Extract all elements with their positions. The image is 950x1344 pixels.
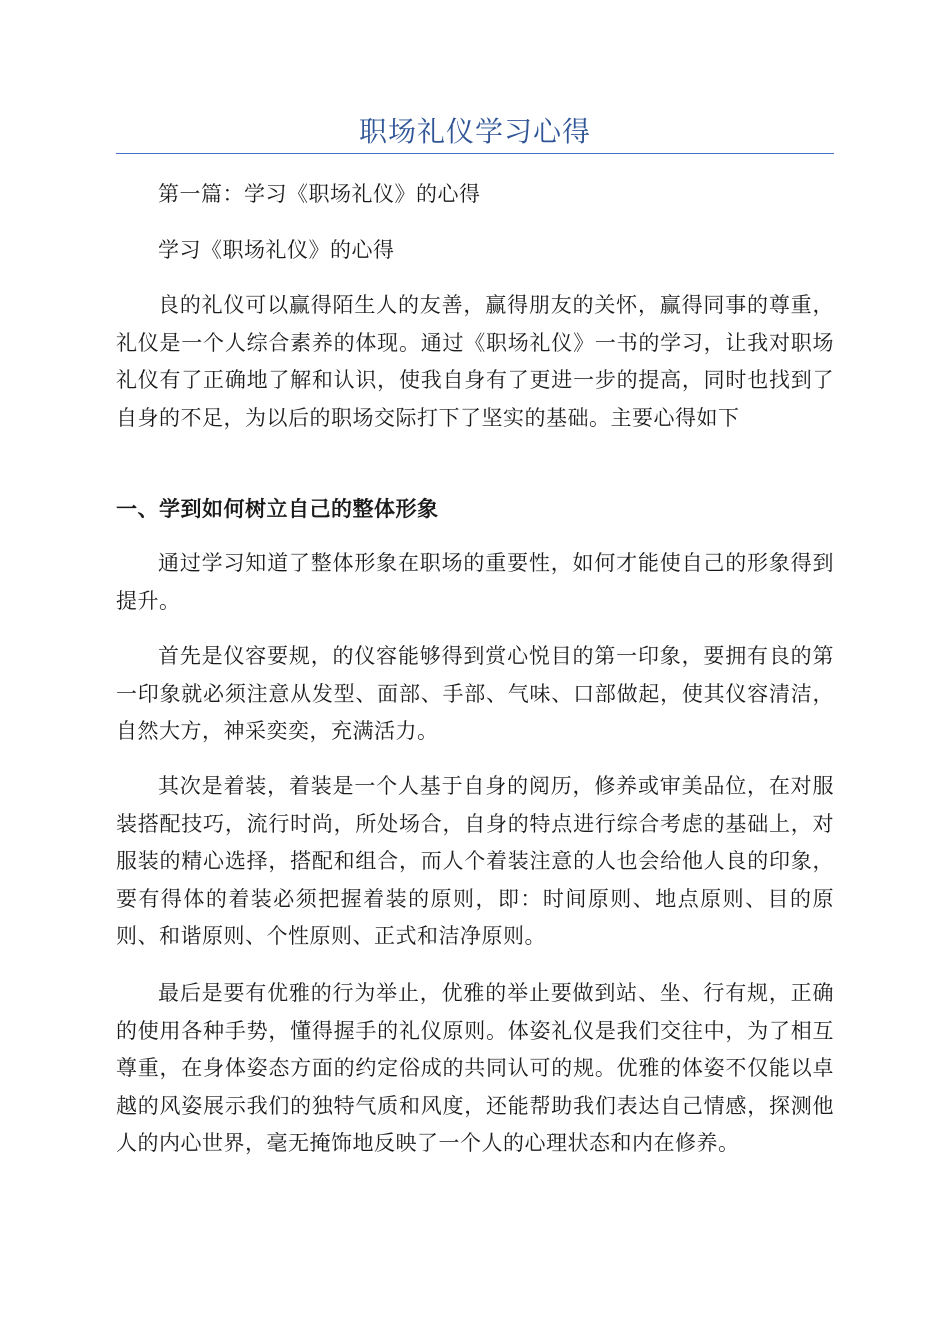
paragraph-behavior: 最后是要有优雅的行为举止，优雅的举止要做到站、坐、行有规，正确的使用各种手势，懂得握手的礼仪原则。体姿礼仪是我们交往中，为了相互尊重，在身体姿态方面的约定俗成的共同认可的规。优雅的体姿不仅能以卓越的风姿展示我们的独特气质和风度，还能帮助我们表达自己情感，探测他人的内心世界，毫无掩饰地反映了一个人的心理状态和内在修养。 [116, 981, 834, 1155]
page-title: 职场礼仪学习心得 [358, 115, 591, 148]
paragraph-subtitle: 学习《职场礼仪》的心得 [158, 238, 395, 262]
paragraph-intro: 良的礼仪可以赢得陌生人的友善，赢得朋友的关怀，赢得同事的尊重，礼仪是一个人综合素养的体现。通过《职场礼仪》一书的学习，让我对职场礼仪有了正确地了解和认识，使我自身有了更进一步的提高，同时也找到了自身的不足，为以后的职场交际打下了坚实的基础。主要心得如下 [116, 293, 834, 430]
title-underline [116, 153, 834, 154]
paragraph-dress: 其次是着装，着装是一个人基于自身的阅历，修养或审美品位，在对服装搭配技巧，流行时尚，所处场合，自身的特点进行综合考虑的基础上，对服装的精心选择，搭配和组合，而人个着装注意的人也会给他人良的印象，要有得体的着装必须把握着装的原则，即：时间原则、地点原则、目的原则、和谐原则、个性原则、正式和洁净原则。 [116, 774, 834, 948]
section-heading-1: 一、学到如何树立自己的整体形象 [116, 497, 439, 521]
paragraph-image-importance: 通过学习知道了整体形象在职场的重要性，如何才能使自己的形象得到提升。 [116, 551, 834, 613]
paragraph-chapter-heading: 第一篇：学习《职场礼仪》的心得 [158, 182, 481, 206]
paragraph-appearance: 首先是仪容要规，的仪容能够得到赏心悦目的第一印象，要拥有良的第一印象就必须注意从发型、面部、手部、气味、口部做起，使其仪容清洁，自然大方，神采奕奕，充满活力。 [116, 644, 834, 743]
